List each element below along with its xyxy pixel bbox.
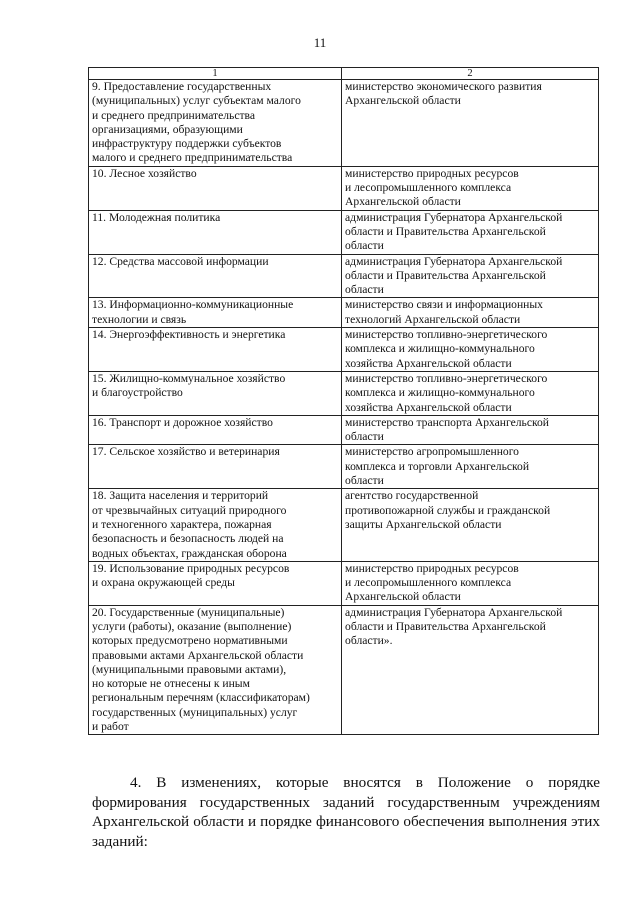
sphere-cell bbox=[89, 210, 342, 254]
authority-text: министерство топливно-энергетического комплекса и жилищно-коммунального хозяйства Архангельской области bbox=[345, 371, 548, 414]
sphere-text: 13. Информационно-коммуникационные технологии и связь bbox=[92, 298, 294, 326]
authority-text: министерство транспорта Архангельской области bbox=[345, 415, 550, 444]
table-row bbox=[89, 489, 599, 561]
sphere-text: 16. Транспорт и дорожное хозяйство bbox=[92, 415, 273, 429]
sphere-text: 10. Лесное хозяйство bbox=[92, 166, 197, 180]
authority-text: агентство государственной противопожарной службы и гражданской защиты Архангельской области bbox=[345, 489, 551, 531]
body-paragraph: 4. В изменениях, которые вносятся в Положение о порядке формирования государственных заданий государственным учреждениям Архангельской области и порядке финансового обеспечения выполнения этих заданий: bbox=[92, 774, 600, 850]
authority-text: администрация Губернатора Архангельской области и Правительства Архангельской области bbox=[345, 254, 563, 297]
authority-cell bbox=[342, 415, 599, 445]
column-header-2: 2 bbox=[342, 68, 599, 80]
authority-cell bbox=[342, 328, 599, 372]
sphere-cell bbox=[89, 166, 342, 210]
page-number: 11 bbox=[313, 35, 327, 50]
authority-text: министерство природных ресурсов и лесопромышленного комплекса Архангельской области bbox=[345, 166, 519, 209]
table-row bbox=[89, 605, 599, 735]
authority-cell bbox=[342, 210, 599, 254]
table-row bbox=[89, 328, 599, 372]
table-header-row bbox=[89, 68, 599, 80]
authority-text: министерство агропромышленного комплекса и торговли Архангельской области bbox=[345, 445, 530, 488]
table-row bbox=[89, 445, 599, 489]
authority-cell bbox=[342, 561, 599, 605]
table-row bbox=[89, 210, 599, 254]
authority-cell bbox=[342, 80, 599, 167]
sphere-cell bbox=[89, 80, 342, 167]
authority-cell bbox=[342, 166, 599, 210]
sphere-cell bbox=[89, 328, 342, 372]
authority-text: министерство природных ресурсов и лесопромышленного комплекса Архангельской области bbox=[345, 561, 519, 604]
authority-cell bbox=[342, 445, 599, 489]
sphere-text: 12. Средства массовой информации bbox=[92, 254, 269, 268]
authority-text: администрация Губернатора Архангельской области и Правительства Архангельской области». bbox=[345, 605, 563, 648]
sphere-text: 15. Жилищно-коммунальное хозяйство и благоустройство bbox=[92, 371, 286, 400]
sphere-cell bbox=[89, 415, 342, 445]
authority-text: министерство топливно-энергетического комплекса и жилищно-коммунального хозяйства Архангельской области bbox=[345, 328, 548, 370]
sphere-cell bbox=[89, 298, 342, 328]
table-row bbox=[89, 415, 599, 445]
sphere-text: 19. Использование природных ресурсов и охрана окружающей среды bbox=[92, 561, 290, 590]
authority-cell bbox=[342, 489, 599, 561]
table-row bbox=[89, 80, 599, 167]
column-header-1: 1 bbox=[89, 68, 342, 80]
table-body bbox=[89, 68, 599, 735]
sphere-cell bbox=[89, 371, 342, 415]
authority-cell bbox=[342, 298, 599, 328]
authority-cell bbox=[342, 254, 599, 298]
authority-cell bbox=[342, 371, 599, 415]
table-row bbox=[89, 371, 599, 415]
sphere-cell bbox=[89, 605, 342, 735]
table-row bbox=[89, 254, 599, 298]
table-row bbox=[89, 298, 599, 328]
sphere-cell bbox=[89, 445, 342, 489]
sphere-cell bbox=[89, 254, 342, 298]
sphere-text: 20. Государственные (муниципальные) услуги (работы), оказание (выполнение) которых предусмотрено нормативными правовыми актами Архангельской области (муниципальными правовыми актами), но которые не отнесены к иным региональным перечням (классификаторам) государственных (муниципальных) услуг и работ bbox=[92, 605, 310, 734]
sphere-cell bbox=[89, 561, 342, 605]
sphere-text: 18. Защита населения и территорий от чрезвычайных ситуаций природного и техногенного характера, пожарная безопасность и безопасность людей на водных объектах, гражданская оборона bbox=[92, 489, 287, 560]
sphere-text: 17. Сельское хозяйство и ветеринария bbox=[92, 445, 280, 459]
authority-cell bbox=[342, 605, 599, 735]
sphere-text: 14. Энергоэффективность и энергетика bbox=[92, 328, 286, 342]
responsibility-table bbox=[88, 67, 599, 735]
sphere-cell bbox=[89, 489, 342, 561]
table-row bbox=[89, 561, 599, 605]
authority-text: администрация Губернатора Архангельской области и Правительства Архангельской области bbox=[345, 210, 563, 253]
authority-text: министерство экономического развития Архангельской области bbox=[345, 80, 542, 108]
sphere-text: 9. Предоставление государственных (муниципальных) услуг субъектам малого и среднего предпринимательства организациями, образующими инфраструктуру поддержки субъектов малого и среднего предпринимательства bbox=[92, 80, 301, 165]
authority-text: министерство связи и информационных технологий Архангельской области bbox=[345, 298, 543, 326]
table-row bbox=[89, 166, 599, 210]
sphere-text: 11. Молодежная политика bbox=[92, 210, 221, 224]
